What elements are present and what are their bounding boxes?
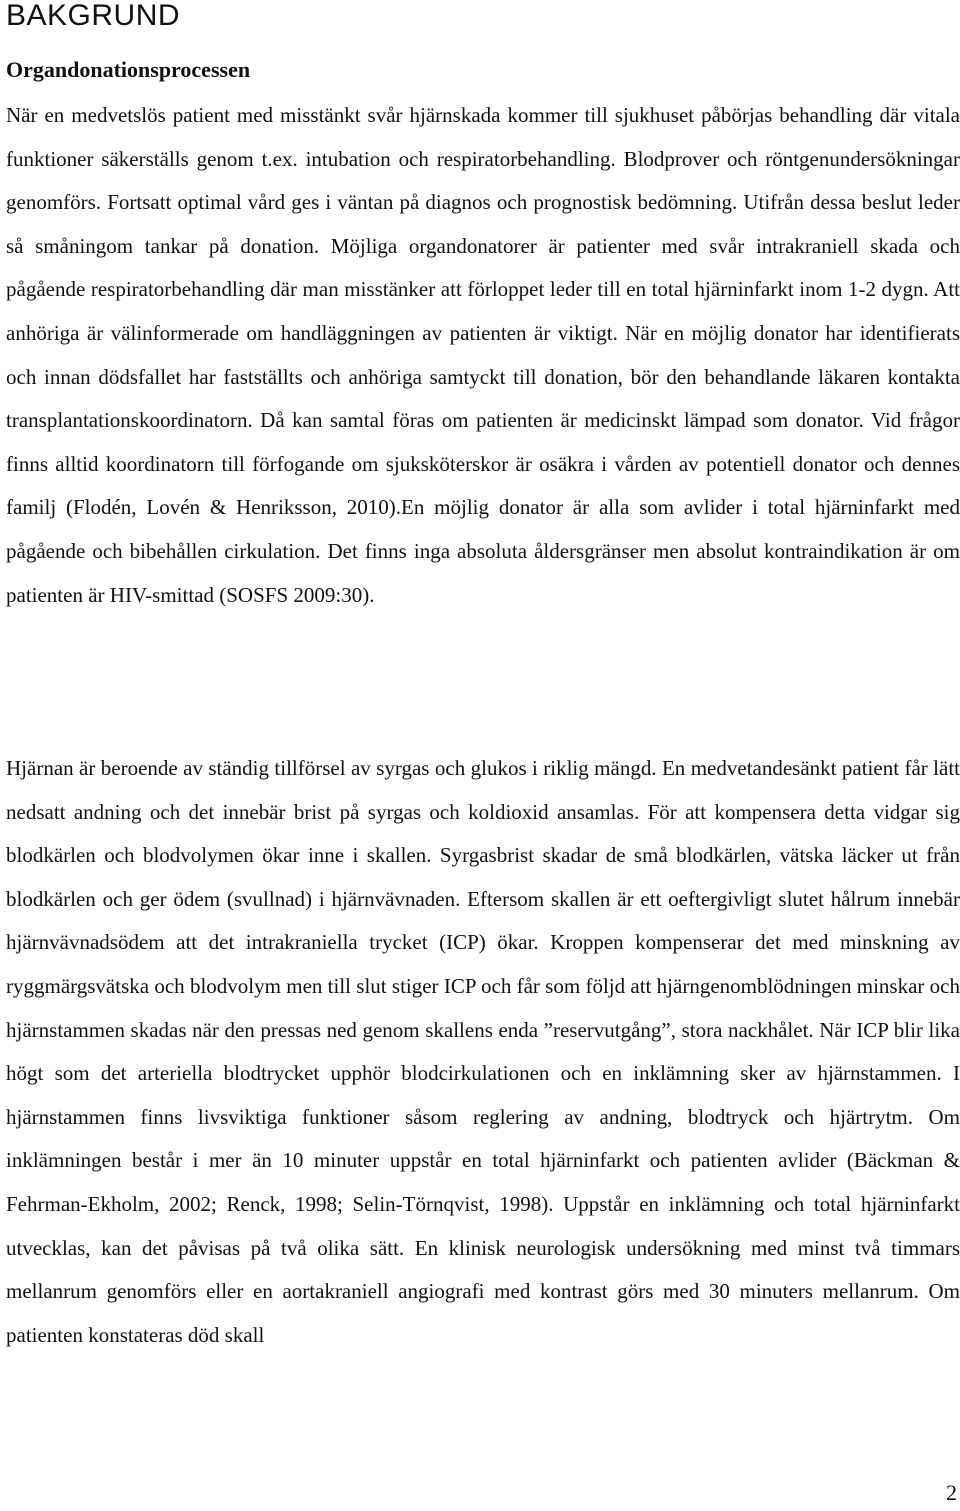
page-number: 2 <box>946 1480 957 1505</box>
body-paragraph-1: När en medvetslös patient med misstänkt svår hjärnskada kommer till sjukhuset påbörjas behandling där vitala funktioner säkerställs genom t.ex. intubation och respiratorbehandling. Blodprover och röntgenundersökningar genomförs. Fortsatt optimal vård ges i väntan på diagnos och prognostisk bedömning. Utifrån dessa beslut leder så småningom tankar på donation. Möjliga organdonatorer är patienter med svår intrakraniell skada och pågående respiratorbehandling där man misstänker att förloppet leder till en total hjärninfarkt inom 1-2 dygn. Att anhöriga är välinformerade om handläggningen av patienten är viktigt. När en möjlig donator har identifierats och innan dödsfallet har fastställts och anhöriga samtyckt till donation, bör den behandlande läkaren kontakta transplantationskoordinatorn. Då kan samtal föras om patienten är medicinskt lämpad som donator. Vid frågor finns alltid koordinatorn till förfogande om sjuksköterskor är osäkra i vården av potentiell donator och dennes familj (Flodén, Lovén & Henriksson, 2010).En möjlig donator är alla som avlider i total hjärninfarkt med pågående och bibehållen cirkulation. Det finns inga absoluta åldersgränser men absolut kontraindikation är om patienten är HIV-smittad (SOSFS 2009:30). <box>6 103 960 607</box>
section-heading: BAKGRUND <box>6 0 181 32</box>
subsection-heading: Organdonationsprocessen <box>6 57 251 82</box>
body-paragraph-2: Hjärnan är beroende av ständig tillförsel av syrgas och glukos i riklig mängd. En medvetandesänkt patient får lätt nedsatt andning och det innebär brist på syrgas och koldioxid ansamlas. För att kompensera detta vidgar sig blodkärlen och blodvolymen ökar inne i skallen. Syrgasbrist skadar de små blodkärlen, vätska läcker ut från blodkärlen och ger ödem (svullnad) i hjärnvävnaden. Eftersom skallen är ett oeftergivligt slutet hålrum innebär hjärnvävnadsödem att det intrakraniella trycket (ICP) ökar. Kroppen kompenserar det med minskning av ryggmärgsvätska och blodvolym men till slut stiger ICP och får som följd att hjärngenomblödningen minskar och hjärnstammen skadas när den pressas ned genom skallens enda ”reservutgång”, stora nackhålet. När ICP blir lika högt som det arteriella blodtrycket upphör blodcirkulationen och en inklämning sker av hjärnstammen. I hjärnstammen finns livsviktiga funktioner såsom reglering av andning, blodtryck och hjärtrytm. Om inklämningen består i mer än 10 minuter uppstår en total hjärninfarkt och patienten avlider (Bäckman & Fehrman-Ekholm, 2002; Renck, 1998; Selin-Törnqvist, 1998). Uppstår en inklämning och total hjärninfarkt utvecklas, kan det påvisas på två olika sätt. En klinisk neurologisk undersökning med minst två timmars mellanrum genomförs eller en aortakraniell angiografi med kontrast görs med 30 minuters mellanrum. Om patienten konstateras död skall <box>6 756 960 1347</box>
